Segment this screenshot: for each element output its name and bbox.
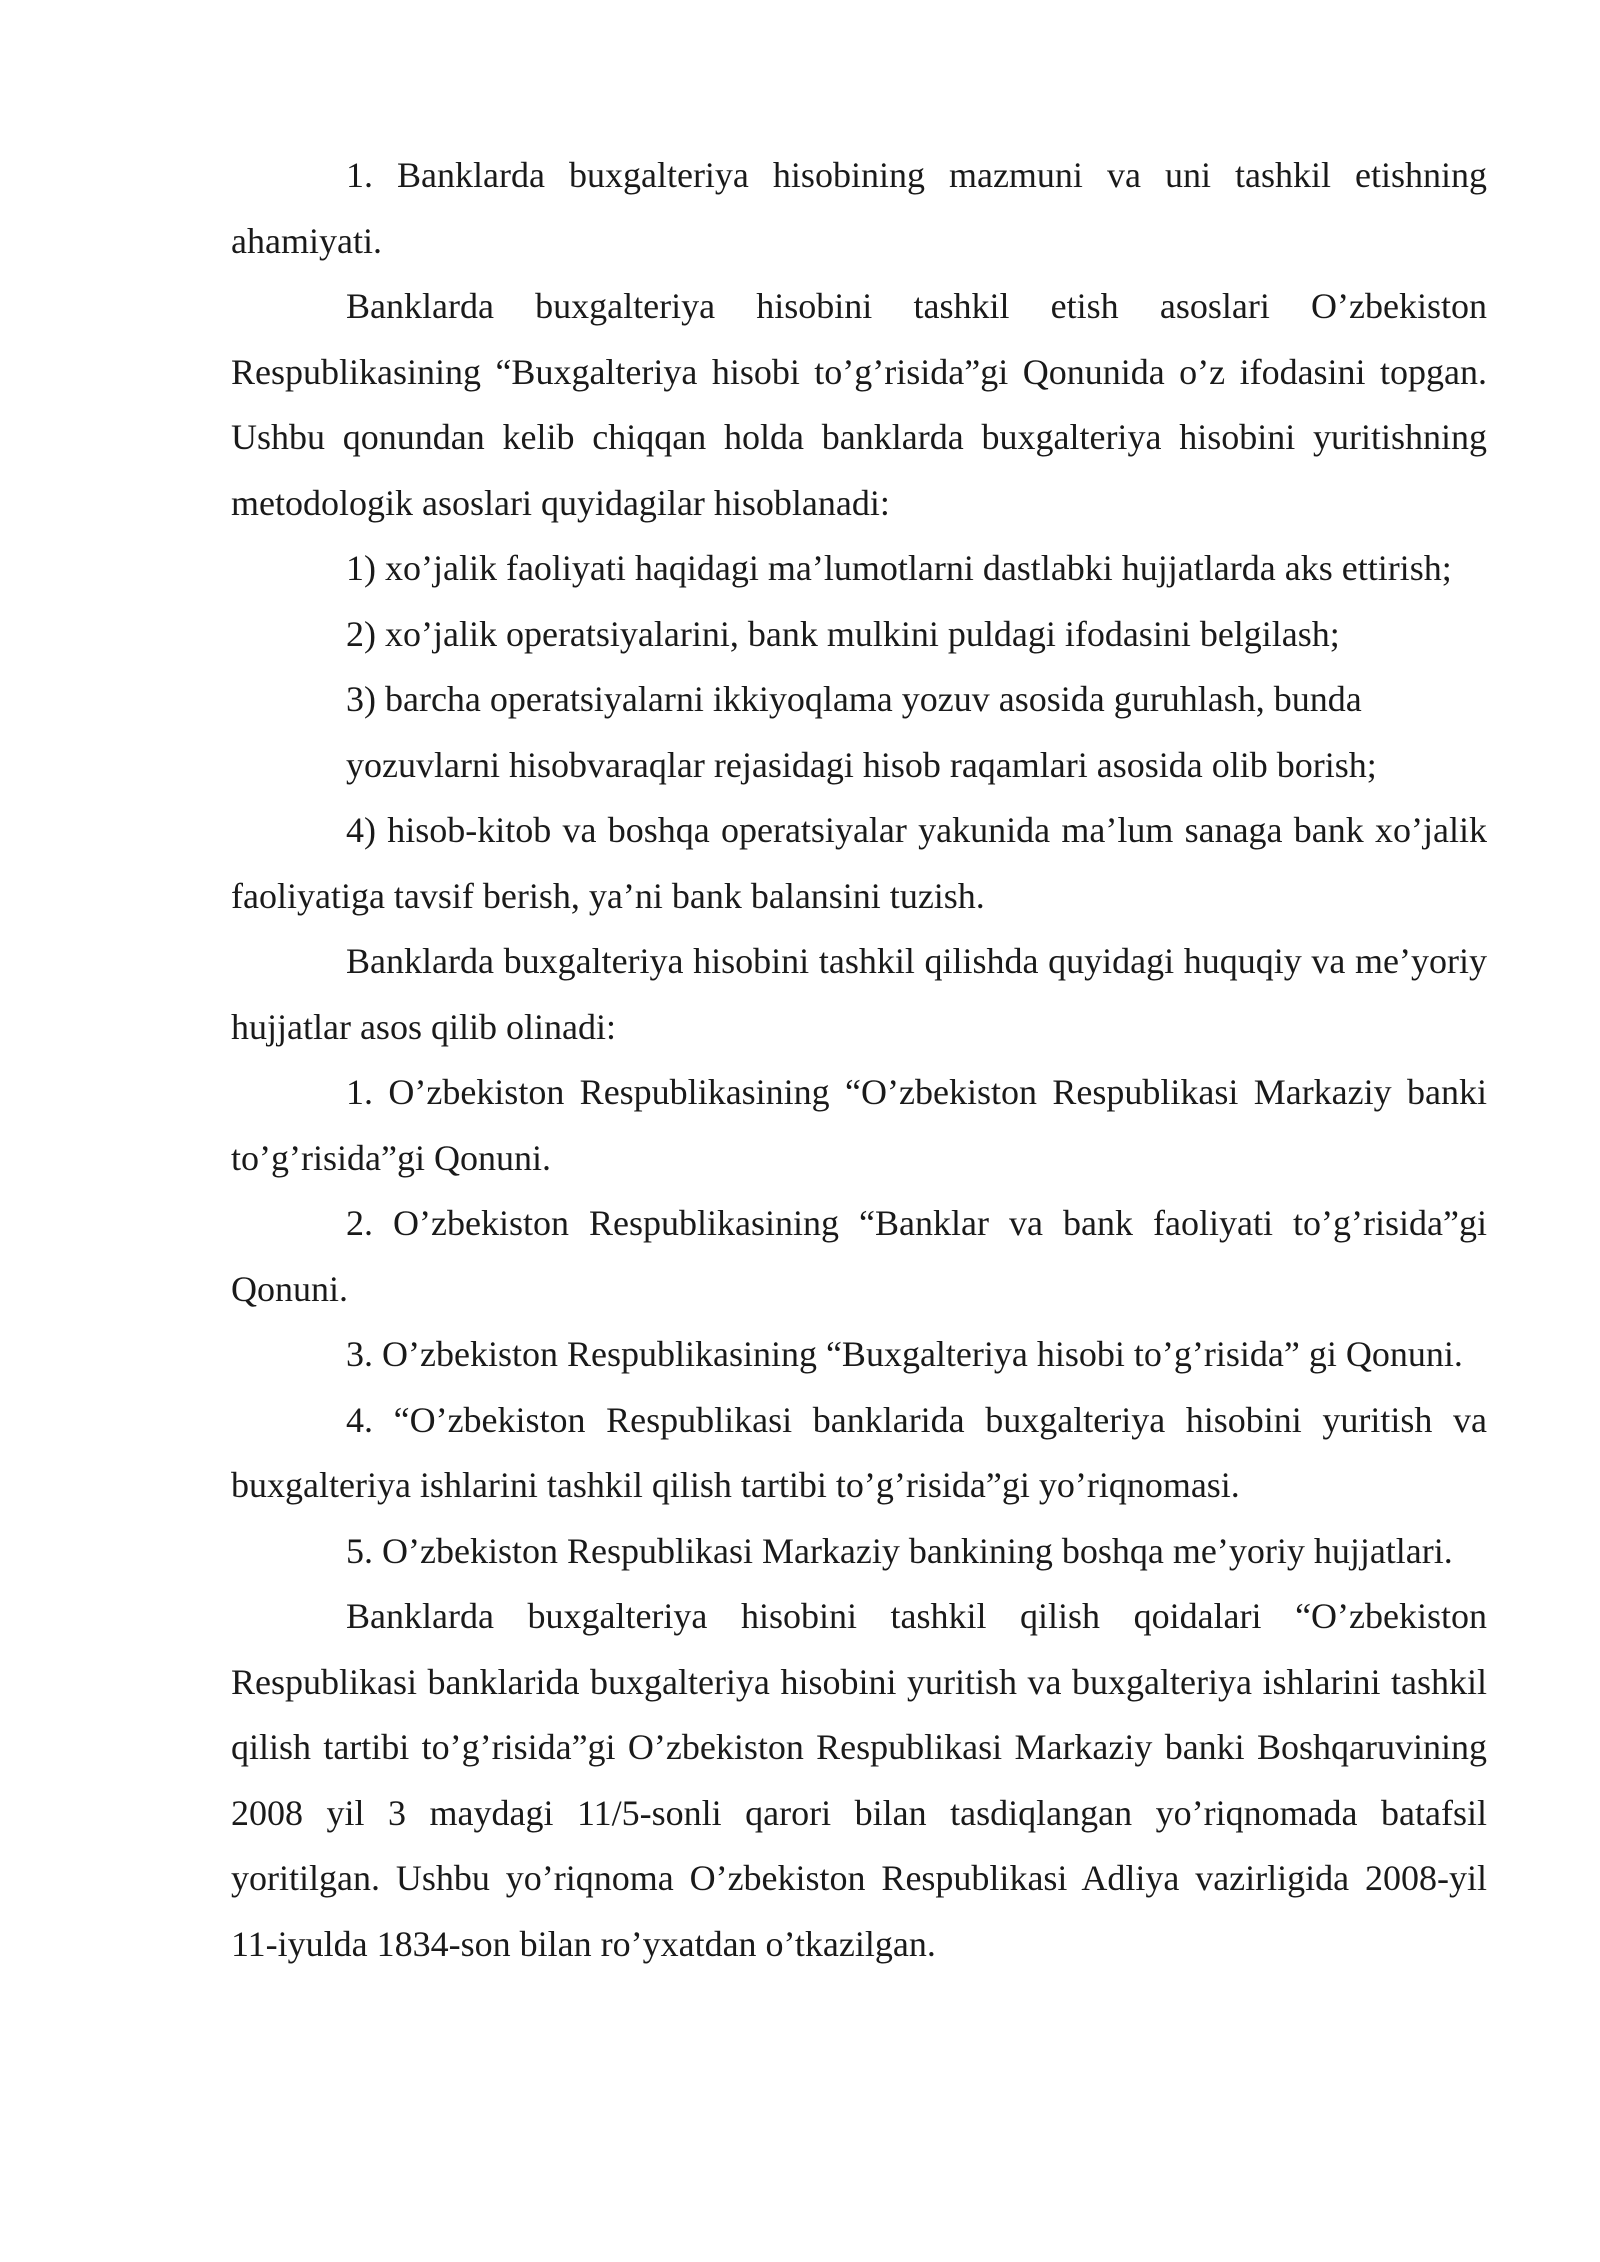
basics-item-4: 4) hisob-kitob va boshqa operatsiyalar yakunida ma’lum sanaga bank xo’jalik faoliyatiga tavsif berish, ya’ni bank balansini tuzish. — [231, 810, 1487, 916]
intro-paragraph: Banklarda buxgalteriya hisobini tashkil etish asoslari O’zbekiston Respublikasining “Buxgalteriya hisobi to’g’risida”gi Qonunida o’z ifodasini topgan. Ushbu qonundan kelib chiqqan holda banklarda buxgalteriya hisobini yuritishning metodologik asoslari quyidagilar hisoblanadi: — [231, 286, 1487, 523]
basics-item-2: 2) xo’jalik operatsiyalarini, bank mulkini puldagi ifodasini belgilash; — [346, 613, 1340, 654]
document-page — [231, 143, 1487, 1977]
section-heading: 1. Banklarda buxgalteriya hisobining mazmuni va uni tashkil etishning ahamiyati. — [231, 155, 1487, 261]
legal-doc-item-5: 5. O’zbekiston Respublikasi Markaziy bankining boshqa me’yoriy hujjatlari. — [346, 1530, 1453, 1571]
basics-item-1: 1) xo’jalik faoliyati haqidagi ma’lumotlarni dastlabki hujjatlarda aks ettirish; — [346, 548, 1452, 588]
legal-doc-item-2: 2. O’zbekiston Respublikasining “Banklar va bank faoliyati to’g’risida”gi Qonuni. — [231, 1203, 1487, 1309]
legal-doc-item-1: 1. O’zbekiston Respublikasining “O’zbekiston Respublikasi Markaziy banki to’g’risida”gi Qonuni. — [231, 1072, 1487, 1178]
legal-doc-item-3: 3. O’zbekiston Respublikasining “Buxgalteriya hisobi to’g’risida” gi Qonuni. — [346, 1334, 1463, 1374]
docs-intro-paragraph: Banklarda buxgalteriya hisobini tashkil qilishda quyidagi huquqiy va me’yoriy hujjatlar asos qilib olinadi: — [231, 941, 1487, 1047]
legal-doc-item-4: 4. “O’zbekiston Respublikasi banklarida buxgalteriya hisobini yuritish va buxgalteriya ishlarini tashkil qilish tartibi to’g’risida”gi yo’riqnomasi. — [231, 1399, 1487, 1505]
basics-item-3: 3) barcha operatsiyalarni ikkiyoqlama yozuv asosida guruhlash, bunda yozuvlarni hisobvaraqlar rejasidagi hisob raqamlari asosida olib borish; — [346, 679, 1377, 785]
closing-paragraph: Banklarda buxgalteriya hisobini tashkil qilish qoidalari “O’zbekiston Respublikasi banklarida buxgalteriya hisobini yuritish va buxgalteriya ishlarini tashkil qilish tartibi to’g’risida”gi O’zbekiston Respublikasi Markaziy banki Boshqaruvining 2008 yil 3 maydagi 11/5-sonli qarori bilan tasdiqlangan yo’riqnomada batafsil yoritilgan. Ushbu yo’riqnoma O’zbekiston Respublikasi Adliya vazirligida 2008-yil 11-iyulda 1834-son bilan ro’yxatdan o’tkazilgan. — [231, 1596, 1487, 1964]
